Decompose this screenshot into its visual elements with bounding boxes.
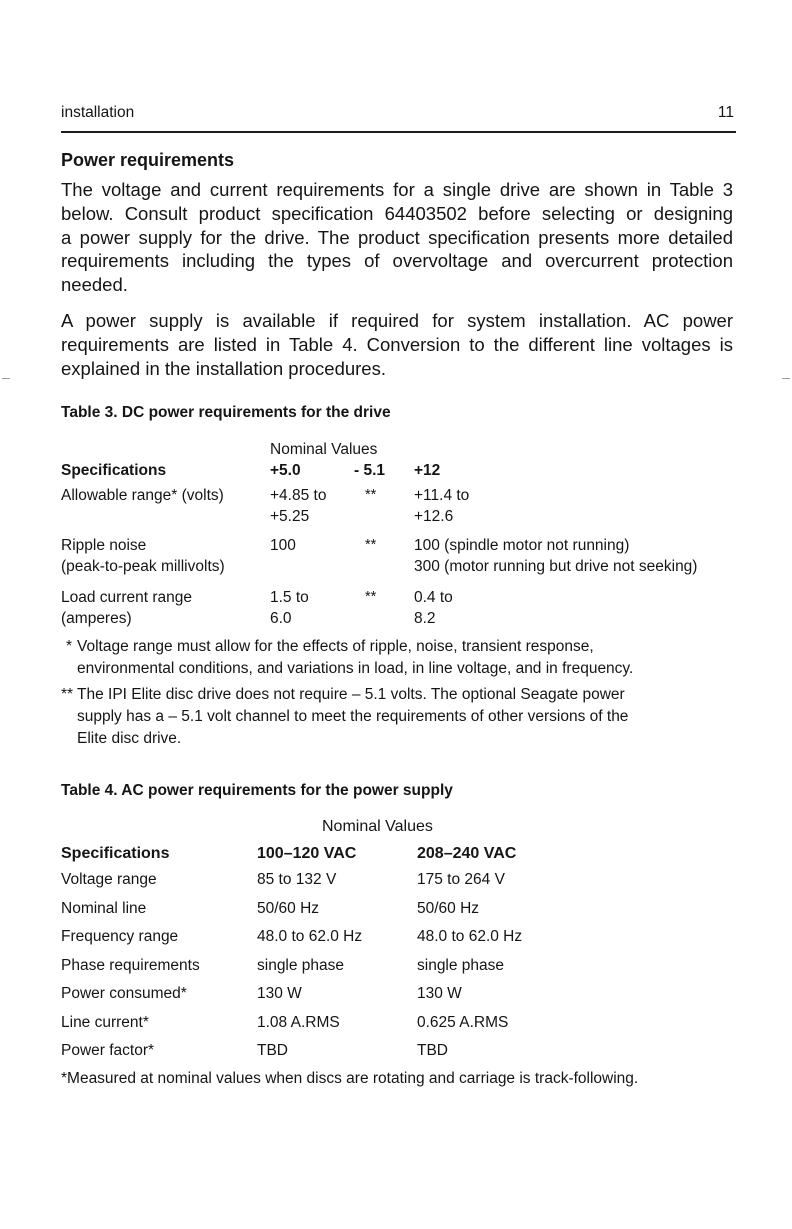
table4-group-header: Nominal Values [322, 818, 433, 835]
note-line: environmental conditions, and variations in load, in line voltage, and in frequency. [77, 660, 634, 677]
note-line: Elite disc drive. [77, 730, 182, 747]
table3-caption: Table 3. DC power requirements for the drive [61, 404, 391, 421]
table4-cell: 50/60 Hz [417, 900, 480, 917]
note-line: Voltage range must allow for the effects of ripple, noise, transient response, [77, 638, 594, 655]
page-number: 11 [717, 104, 734, 121]
table4-cell: 1.08 A.RMS [257, 1014, 340, 1031]
paragraph-line: requirements including the types of overvoltage and overcurrent protection [61, 250, 733, 272]
section-title: Power requirements [61, 150, 235, 170]
note-line: supply has a – 5.1 volt channel to meet the requirements of other versions of the [77, 708, 629, 725]
note-marker: ** [61, 686, 74, 703]
table4-cell: 85 to 132 V [257, 871, 337, 888]
table3-cell: 0.4 to [414, 589, 453, 606]
scan-mark [2, 378, 10, 379]
table3-cell: ** [365, 589, 377, 605]
table4-cell: 130 W [257, 985, 302, 1002]
note-line: The IPI Elite disc drive does not require – 5.1 volts. The optional Seagate power [77, 686, 625, 703]
table4-col-208-240: 208–240 VAC [417, 845, 517, 862]
table4-cell: 175 to 264 V [417, 871, 505, 888]
table3-group-header: Nominal Values [270, 441, 378, 458]
table4-footnote: *Measured at nominal values when discs are rotating and carriage is track-following. [61, 1070, 639, 1087]
table3-cell: ** [365, 487, 377, 503]
table4-cell: 130 W [417, 985, 462, 1002]
table4-cell: 48.0 to 62.0 Hz [417, 928, 523, 945]
paragraph-1 [61, 178, 733, 297]
table3-cell: (peak-to-peak millivolts) [61, 558, 225, 575]
table4-cell: TBD [417, 1042, 448, 1059]
table3-cell: 300 (motor running but drive not seeking) [414, 558, 698, 575]
header-rule [61, 131, 736, 133]
table3-cell: +11.4 to [414, 487, 470, 504]
table4-col-specifications: Specifications [61, 845, 170, 862]
table4-col-100-120: 100–120 VAC [257, 845, 357, 862]
paragraph-line: A power supply is available if required for system installation. AC power [61, 310, 733, 331]
paragraph-line: below. Consult product specification 64403502 before selecting or designing [61, 202, 733, 224]
table3-col-minus5: - 5.1 [354, 462, 386, 479]
table3-col-plus12: +12 [414, 462, 441, 479]
table4-cell: Frequency range [61, 928, 179, 945]
table3-cell: ** [365, 537, 377, 553]
table3-cell: (amperes) [61, 610, 132, 627]
table4-cell: TBD [257, 1042, 288, 1059]
table3-cell: 100 (spindle motor not running) [414, 537, 630, 554]
running-header: installation [61, 104, 135, 121]
table4-cell: single phase [417, 957, 505, 974]
table3-cell: 100 [270, 537, 296, 554]
table4-cell: Power consumed* [61, 985, 187, 1002]
table3-cell: Ripple noise [61, 537, 147, 554]
table4-cell: Line current* [61, 1014, 149, 1031]
paragraph-line: explained in the installation procedures. [61, 357, 386, 379]
table3-cell: +5.25 [270, 508, 310, 525]
table3-cell: Allowable range* (volts) [61, 487, 224, 504]
paragraph-line: needed. [61, 274, 128, 296]
table3-cell: 1.5 to [270, 589, 309, 606]
table3-cell: Load current range [61, 589, 192, 606]
table3-cell: +4.85 to [270, 487, 327, 504]
paragraph-2 [61, 309, 733, 380]
table3-cell: +12.6 [414, 508, 454, 525]
paragraph-line: a power supply for the drive. The product specification presents more detailed [61, 226, 733, 248]
table3-cell: 6.0 [270, 610, 292, 627]
table4-cell: Voltage range [61, 871, 157, 888]
table3-col-plus5: +5.0 [270, 462, 301, 479]
table4-cell: 48.0 to 62.0 Hz [257, 928, 363, 945]
table4-cell: Nominal line [61, 900, 147, 917]
table4-cell: 50/60 Hz [257, 900, 320, 917]
table4-cell: Power factor* [61, 1042, 155, 1059]
table4-cell: 0.625 A.RMS [417, 1014, 509, 1031]
paragraph-line: requirements are listed in Table 4. Conversion to the different line voltages is [61, 333, 733, 355]
table3-cell: 8.2 [414, 610, 436, 627]
table4-cell: Phase requirements [61, 957, 200, 974]
note-marker: * [66, 638, 73, 655]
table4-cell: single phase [257, 957, 345, 974]
paragraph-line: The voltage and current requirements for a single drive are shown in Table 3 [61, 179, 733, 200]
table4-caption: Table 4. AC power requirements for the power supply [61, 782, 453, 799]
scan-mark [782, 378, 790, 379]
table3-col-specifications: Specifications [61, 462, 167, 479]
